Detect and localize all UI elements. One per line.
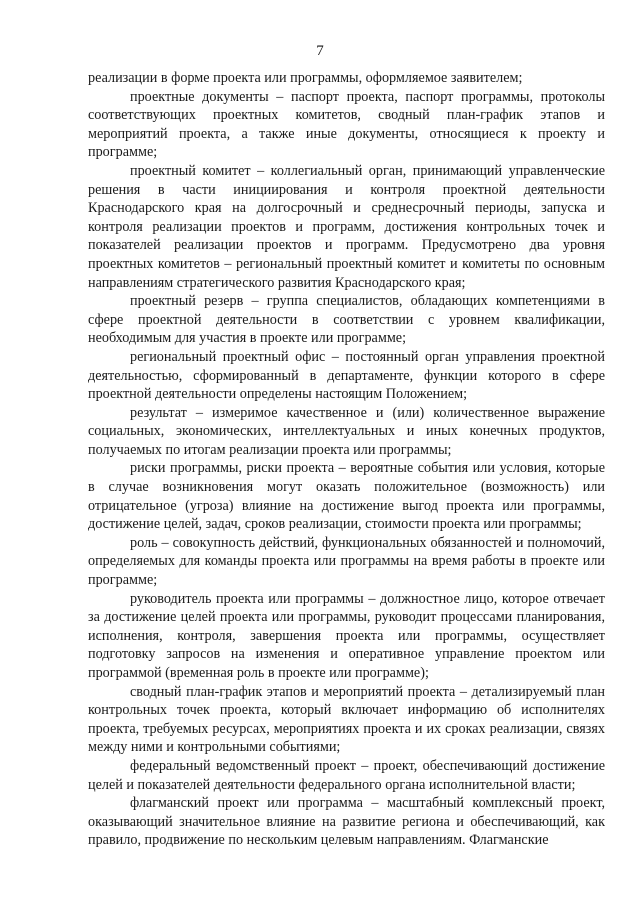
paragraph-risks: риски программы, риски проекта – вероятные события или условия, которые в случае возникновения могут оказать положительное (возможность) или отрицательное (угроза) влияние на достижение выгод проекта или программы, достижение целей, задач, сроков реализации, стоимости проекта или программы; [88,460,605,533]
paragraph-project-committee: проектный комитет – коллегиальный орган, принимающий управленческие решения в части инициирования и контроля проектной деятельности Краснодарского края на долгосрочный и среднесрочный периоды, запуска и контроля реализации проектов и программ, достижения контрольных точек и показателей реализации проектов и программ. Предусмотрено два уровня проектных комитетов – региональный проектный комитет и комитеты по основным направлениям стратегического развития Краснодарского края; [88,162,605,291]
paragraph-federal-departmental-project: федеральный ведомственный проект – проект, обеспечивающий достижение целей и показателей деятельности федерального органа исполнительной власти; [88,757,605,793]
paragraph-role: роль – совокупность действий, функциональных обязанностей и полномочий, определяемых для команды проекта или программы на время работы в проекте или программе; [88,534,605,589]
paragraph-project-documents: проектные документы – паспорт проекта, паспорт программы, протоколы соответствующих проектных комитетов, сводный план-график этапов и мероприятий проекта, а также иные документы, относящиеся к проекту и программе; [88,88,605,161]
paragraph-result: результат – измеримое качественное и (или) количественное выражение социальных, экономических, интеллектуальных и иных конечных продуктов, получаемых по итогам реализации проекта или программы; [88,404,605,458]
document-body [88,69,605,850]
paragraph-summary-schedule: сводный план-график этапов и мероприятий проекта – детализируемый план контрольных точек проекта, который включает информацию об исполнителях проекта, требуемых ресурсах, мероприятиях проекта и их сроках реализации, связях между ними и контрольными событиями; [88,683,605,756]
paragraph-regional-project-office: региональный проектный офис – постоянный орган управления проектной деятельностью, сформированный в департаменте, функции которого в сфере проектной деятельности определены настоящим Положением; [88,348,605,403]
paragraph-project-reserve: проектный резерв – группа специалистов, обладающих компетенциями в сфере проектной деятельности в соответствии с уровнем квалификации, необходимым для участия в проекте или программе; [88,293,605,347]
paragraph-project-manager: руководитель проекта или программы – должностное лицо, которое отвечает за достижение целей проекта или программы, руководит процессами планирования, исполнения, контроля, завершения проекта или программы, осуществляет подготовку запросов на изменения и оперативное управление проектом или программой (временная роль в проекте или программе); [88,590,605,681]
page-number: 7 [316,43,324,59]
paragraph-flagship-project: флагманский проект или программа – масштабный комплексный проект, оказывающий значительное влияние на развитие региона и обеспечивающий, как правило, продвижение по нескольким целевым направлениям. Флагманские [88,795,605,849]
paragraph-continuation: реализации в форме проекта или программы, оформляемое заявителем; [88,70,523,86]
